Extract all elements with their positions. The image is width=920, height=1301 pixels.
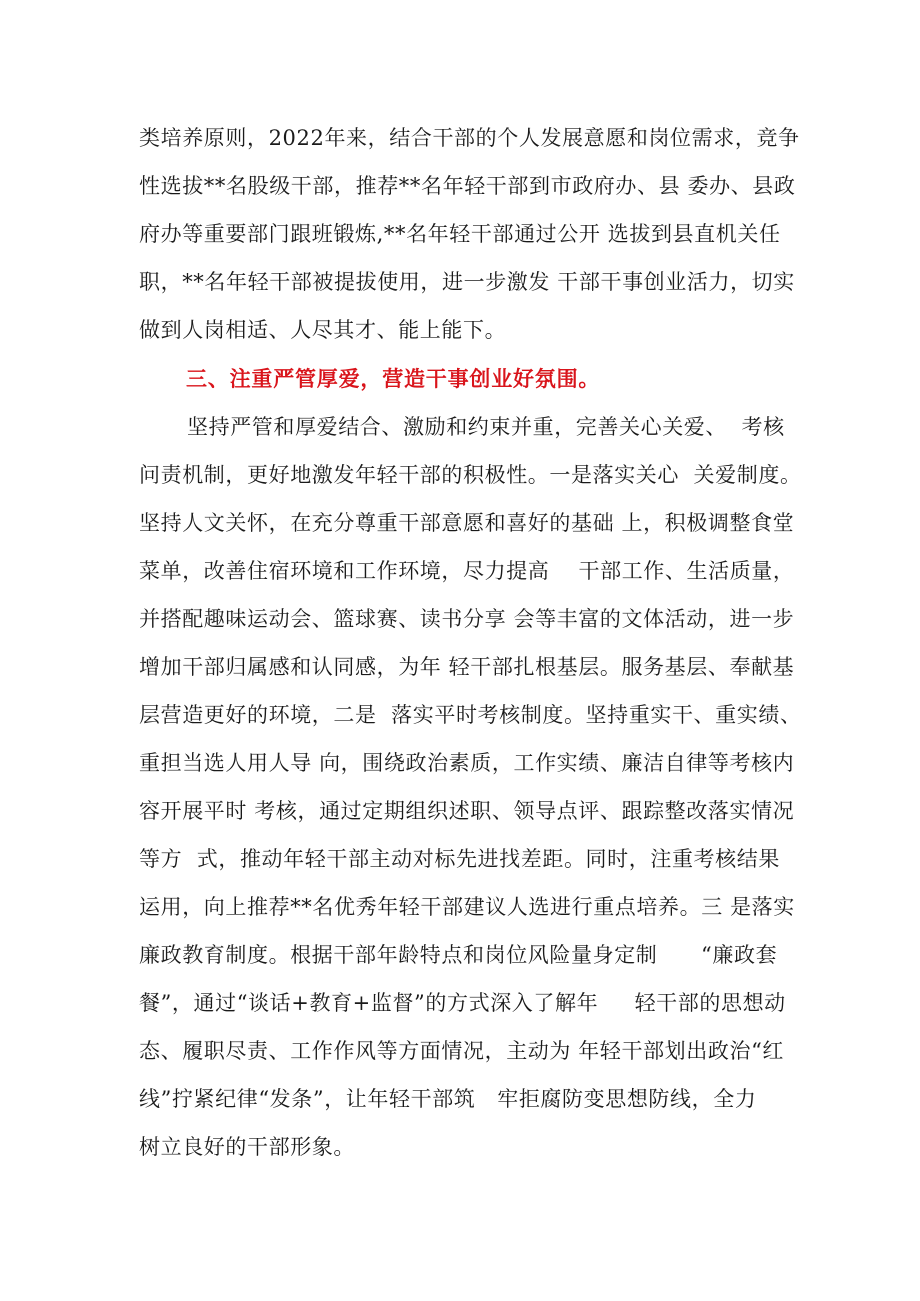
paragraph-1-line-1: 类培养原则，2022年来，结合干部的个人发展意愿和岗位需求，竞争 [139, 126, 800, 150]
paragraph-2-line-2: 问责机制，更好地激发年轻干部的积极性。一是落实关心 关爱制度。 [139, 463, 802, 487]
section-heading-3: 三、注重严管厚爱，营造干事创业好氛围。 [186, 367, 601, 391]
paragraph-2-line-3: 坚持人文关怀，在充分尊重干部意愿和喜好的基础 上，积极调整食堂 [139, 511, 795, 535]
paragraph-2-line-9: 容开展平时 考核，通过定期组织述职、领导点评、跟踪整改落实情况 [139, 799, 795, 823]
paragraph-2-line-4: 菜单，改善住宿环境和工作环境，尽力提高 干部工作、生活质量， [139, 559, 795, 583]
paragraph-2-line-13: 餐”，通过“谈话+教育+监督”的方式深入了解年 轻干部的思想动 [139, 991, 786, 1015]
paragraph-1-line-3: 府办等重要部门跟班锻炼,**名年轻干部通过公开 选拔到县直机关任 [139, 222, 781, 246]
paragraph-2-line-16: 树立良好的干部形象。 [139, 1135, 355, 1159]
paragraph-1-line-2: 性选拔**名股级干部，推荐**名年轻干部到市政府办、县 委办、县政 [139, 174, 796, 198]
paragraph-2-line-1: 坚持严管和厚爱结合、激励和约束并重，完善关心关爱、 考核 [187, 415, 785, 439]
paragraph-2-line-6: 增加干部归属感和认同感，为年 轻干部扎根基层。服务基层、奉献基 [139, 655, 795, 679]
paragraph-1-line-4: 职，**名年轻干部被提拔使用，进一步激发 干部干事创业活力，切实 [139, 270, 795, 294]
paragraph-2-line-10: 等方 式，推动年轻干部主动对标先进找差距。同时，注重考核结果 [139, 847, 780, 871]
paragraph-2-line-5: 并搭配趣味运动会、篮球赛、读书分享 会等丰富的文体活动，进一步 [139, 607, 795, 631]
paragraph-2-line-15: 线”拧紧纪律“发条”，让年轻干部筑 牢拒腐防变思想防线，全力 [139, 1087, 757, 1111]
paragraph-2-line-7: 层营造更好的环境，二是 落实平时考核制度。坚持重实干、重实绩、 [139, 703, 802, 727]
paragraph-2-line-11: 运用，向上推荐**名优秀年轻干部建议人选进行重点培养。三 是落实 [139, 895, 795, 919]
paragraph-2-line-14: 态、履职尽责、工作作风等方面情况，主动为 年轻干部划出政治“红 [139, 1039, 785, 1063]
paragraph-2-line-8: 重担当选人用人导 向，围绕政治素质，工作实绩、廉洁自律等考核内 [139, 751, 795, 775]
paragraph-1-line-5: 做到人岗相适、人尽其才、能上能下。 [139, 318, 507, 342]
paragraph-2-line-12: 廉政教育制度。根据干部年龄特点和岗位风险量身定制 “廉政套 [139, 943, 778, 967]
